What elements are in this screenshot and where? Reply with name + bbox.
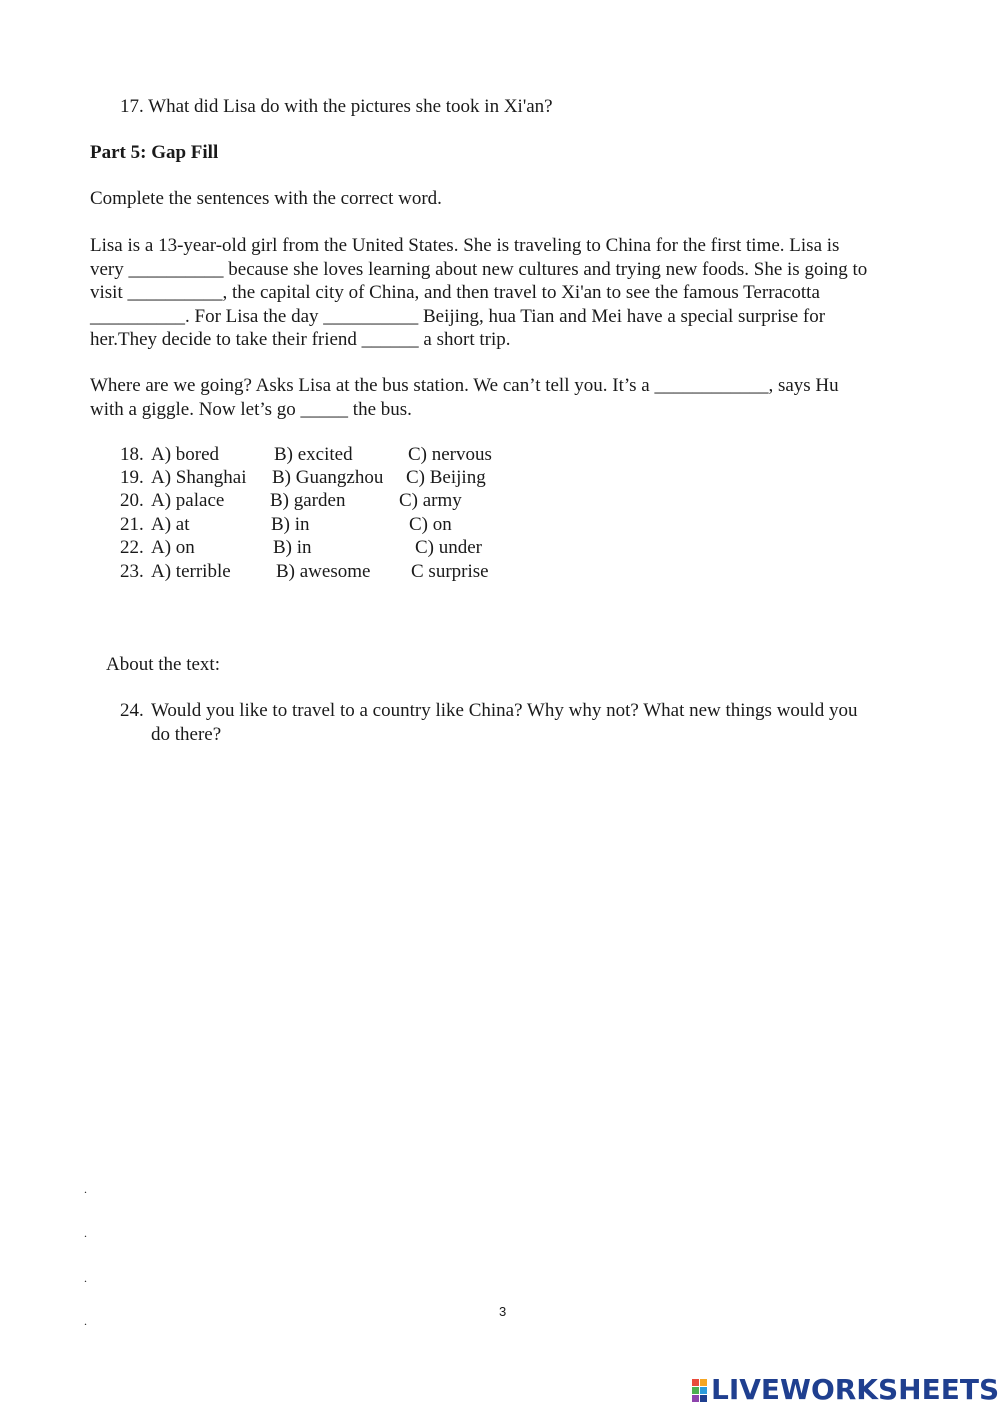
option-c[interactable]: C) under	[415, 537, 483, 558]
margin-dot: .	[84, 1314, 87, 1328]
paragraph-line: Lisa is a 13-year-old girl from the United States. She is traveling to China for the first time. Lisa is	[90, 235, 840, 256]
margin-dot: .	[84, 1226, 87, 1240]
option-b[interactable]: B) in	[273, 537, 312, 558]
option-number: 21.	[120, 514, 144, 535]
question-17: 17. What did Lisa do with the pictures she took in Xi'an?	[120, 96, 553, 117]
margin-dot: .	[84, 1182, 87, 1196]
option-a[interactable]: A) terrible	[151, 561, 231, 582]
option-number: 20.	[120, 490, 144, 511]
option-number: 18.	[120, 444, 144, 465]
option-c[interactable]: C surprise	[411, 561, 489, 582]
story-paragraph-2	[90, 374, 930, 421]
option-number: 22.	[120, 537, 144, 558]
option-b[interactable]: B) garden	[270, 490, 346, 511]
instruction-text: Complete the sentences with the correct word.	[90, 188, 442, 209]
option-a[interactable]: A) on	[151, 537, 195, 558]
option-b[interactable]: B) awesome	[276, 561, 371, 582]
logo-tiles-icon	[692, 1379, 707, 1402]
option-a[interactable]: A) at	[151, 514, 190, 535]
option-a[interactable]: A) palace	[151, 490, 225, 511]
option-number: 19.	[120, 467, 144, 488]
question-line: do there?	[151, 724, 222, 745]
option-b[interactable]: B) Guangzhou	[272, 467, 384, 488]
liveworksheets-logo	[692, 1374, 999, 1406]
option-c[interactable]: C) army	[399, 490, 462, 511]
section-title: Part 5: Gap Fill	[90, 142, 219, 163]
option-number: 23.	[120, 561, 144, 582]
about-text-heading: About the text:	[106, 654, 220, 675]
paragraph-line: with a giggle. Now let’s go _____ the bus.	[90, 398, 412, 420]
question-number: 24.	[120, 700, 144, 721]
logo-text: LIVEWORKSHEETS	[711, 1373, 1000, 1406]
paragraph-line: Where are we going? Asks Lisa at the bus station. We can’t tell you. It’s a ____________, says Hu	[90, 375, 839, 396]
option-c[interactable]: C) on	[409, 514, 452, 535]
option-a[interactable]: A) Shanghai	[151, 467, 247, 488]
paragraph-line: visit __________, the capital city of China, and then travel to Xi'an to see the famous Terracotta	[90, 282, 820, 303]
margin-dot: .	[84, 1271, 87, 1285]
option-a[interactable]: A) bored	[151, 444, 220, 465]
question-line: Would you like to travel to a country like China? Why why not? What new things would you	[151, 700, 858, 721]
option-c[interactable]: C) nervous	[408, 444, 492, 465]
option-b[interactable]: B) excited	[274, 444, 353, 465]
paragraph-line: __________. For Lisa the day __________ Beijing, hua Tian and Mei have a special surprise for	[90, 305, 826, 327]
option-b[interactable]: B) in	[271, 514, 310, 535]
option-c[interactable]: C) Beijing	[406, 467, 486, 488]
paragraph-line: her.They decide to take their friend ______ a short trip.	[90, 329, 511, 350]
paragraph-line: very __________ because she loves learning about new cultures and trying new foods. She is going to	[90, 258, 868, 280]
story-paragraph-1	[90, 234, 930, 352]
page-number: 3	[499, 1304, 507, 1319]
